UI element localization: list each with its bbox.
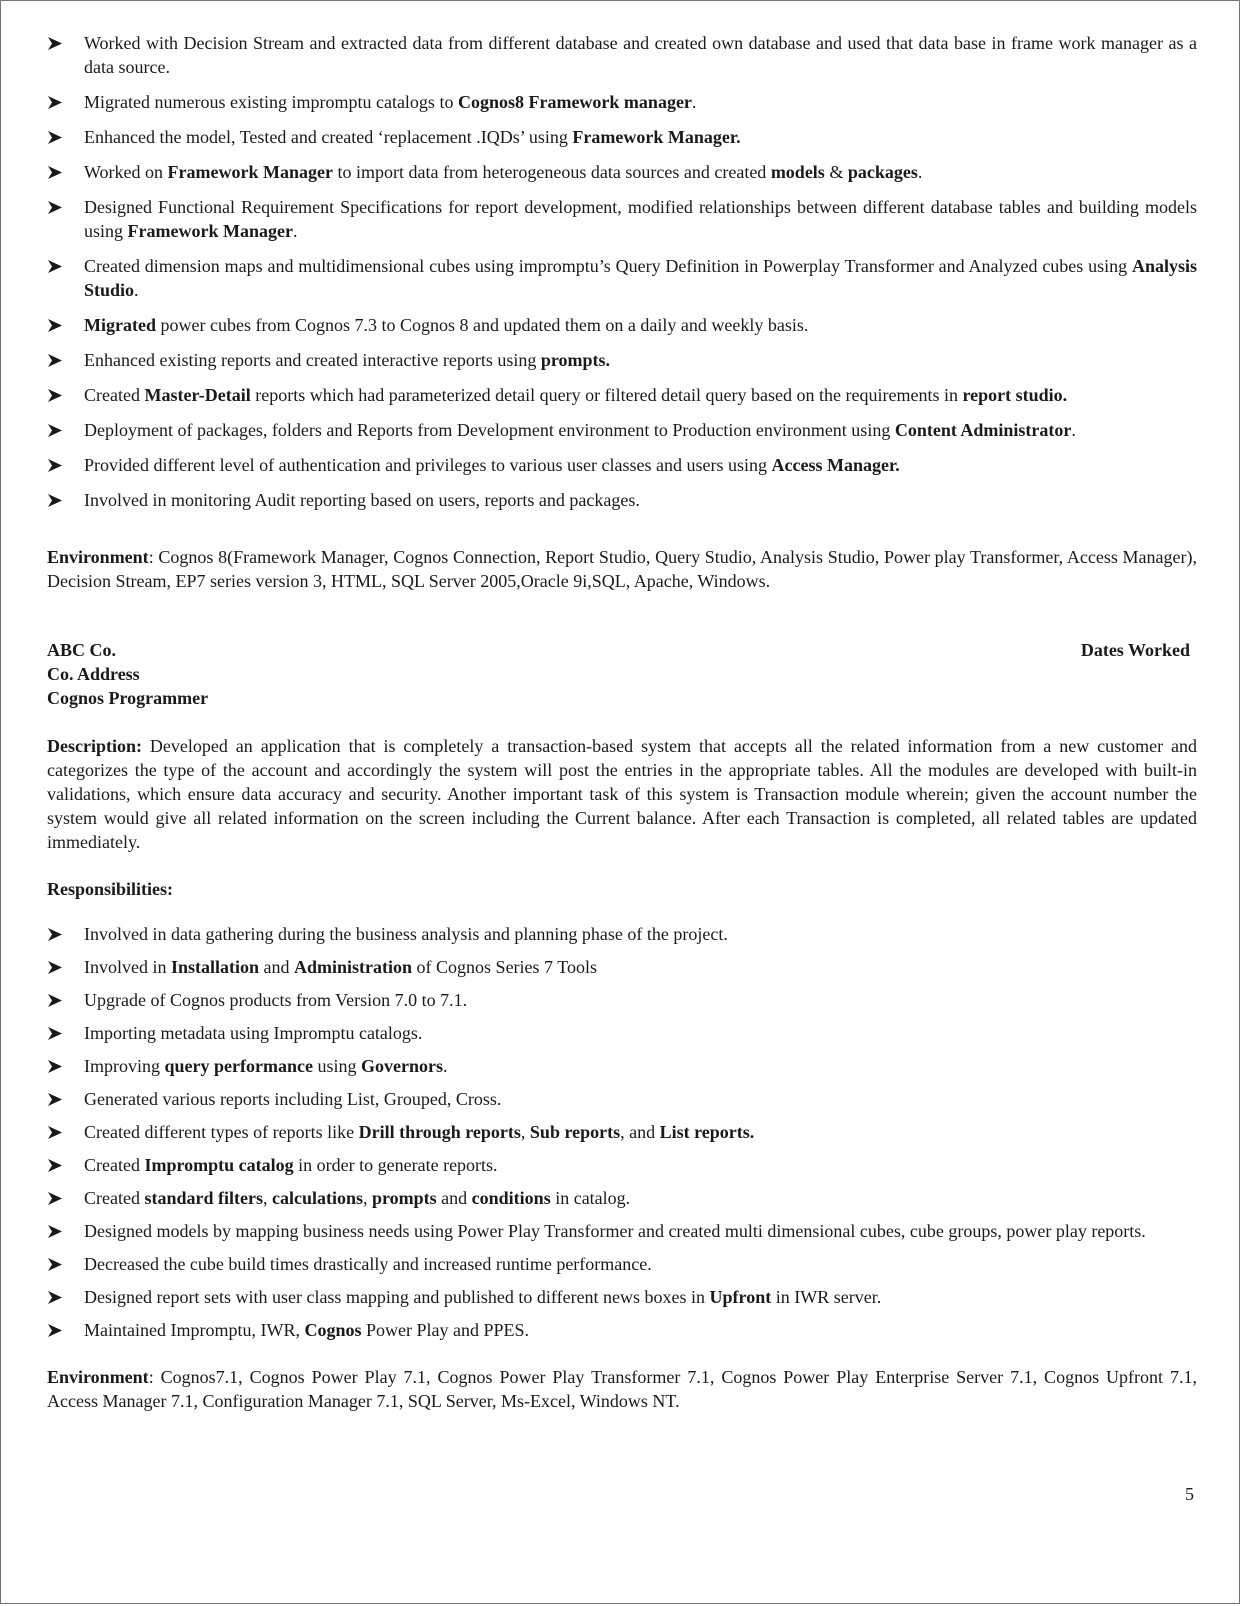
list-item [47,1318,1197,1342]
bold-text: Administration [294,957,413,977]
list-item [47,31,1197,79]
item-text: of Cognos Series 7 Tools [412,957,597,977]
arrowhead-bullet-icon [47,160,64,184]
arrowhead-bullet-icon [47,922,64,946]
item-text: in catalog. [550,1188,631,1208]
arrowhead-bullet-icon [47,488,64,512]
list-item [47,1285,1197,1309]
item-text: . [917,162,923,182]
item-text: . [134,280,139,300]
arrowhead-bullet-icon [47,1219,64,1243]
list-item [47,955,1197,979]
item-text: Worked with Decision Stream and extracted data from different database and created own database and used that data base in frame work manager as a data source. [84,33,1197,77]
arrowhead-bullet-icon [47,31,64,55]
item-text: Maintained Impromptu, IWR, [84,1320,305,1340]
list-item [47,195,1197,243]
bold-text: models [770,162,825,182]
responsibilities-heading: Responsibilities: [47,879,174,899]
bold-text: Impromptu catalog [144,1155,294,1175]
item-text: . [1071,420,1076,440]
arrowhead-bullet-icon [47,348,64,372]
item-text: , [520,1122,530,1142]
list-item [47,383,1197,407]
item-text: Migrated numerous existing impromptu catalogs to [84,92,458,112]
item-text: & [824,162,848,182]
list-item [47,988,1197,1012]
item-text: Designed report sets with user class mapping and published to different news boxes in [84,1287,710,1307]
environment-paragraph [47,545,1197,593]
experience-bullet-list [47,31,1197,512]
item-text: to import data from heterogeneous data sources and created [332,162,771,182]
bold-text: Migrated [84,315,156,335]
bold-text: report studio. [962,385,1068,405]
list-item [47,1186,1197,1210]
item-text: . [691,92,697,112]
company-name: ABC Co. [47,640,117,660]
bold-text: packages [847,162,918,182]
list-item [47,1252,1197,1276]
bold-text: Framework Manager [167,162,333,182]
environment-text-2: : Cognos7.1, Cognos Power Play 7.1, Cognos Power Play Transformer 7.1, Cognos Power Play Enterprise Server 7.1, Cognos Upfront 7.1, Access Manager 7.1, Configuration Manager 7.1, SQL Server, Ms-Excel, Windows NT. [47,1367,1197,1411]
bold-text: calculations [271,1188,363,1208]
bold-text: Master-Detail [144,385,251,405]
list-item [47,1021,1197,1045]
bold-text: List reports. [659,1122,755,1142]
responsibilities-bullet-list [47,922,1197,1342]
list-item [47,313,1197,337]
arrowhead-bullet-icon [47,1054,64,1078]
page-number: 5 [1185,1484,1194,1504]
arrowhead-bullet-icon [47,1087,64,1111]
list-item [47,1153,1197,1177]
bold-text: Framework Manager [127,221,293,241]
item-text: Importing metadata using Impromptu catalogs. [84,1023,423,1043]
item-text: reports which had parameterized detail query or filtered detail query based on the requirements in [250,385,963,405]
environment-label: Environment [47,547,149,567]
arrowhead-bullet-icon [47,90,64,114]
list-item [47,1087,1197,1111]
item-text: in IWR server. [771,1287,882,1307]
item-text: , [262,1188,272,1208]
item-text: Involved in [84,957,171,977]
arrowhead-bullet-icon [47,1285,64,1309]
list-item [47,1054,1197,1078]
description-label: Description: [47,736,142,756]
list-item [47,348,1197,372]
description-paragraph [47,734,1197,854]
list-item [47,125,1197,149]
item-text: , [362,1188,372,1208]
bold-text: conditions [471,1188,551,1208]
bold-text: Cognos8 Framework manager [457,92,692,112]
item-text: and [259,957,295,977]
item-text: Decreased the cube build times drastically and increased runtime performance. [84,1254,652,1274]
page-content [47,31,1197,1413]
list-item [47,488,1197,512]
item-text: Enhanced existing reports and created interactive reports using [84,350,541,370]
arrowhead-bullet-icon [47,955,64,979]
environment-paragraph-2 [47,1365,1197,1413]
item-text: Designed models by mapping business needs using Power Play Transformer and created multi dimensional cubes, cube groups, power play reports. [84,1221,1146,1241]
item-text: Involved in monitoring Audit reporting based on users, reports and packages. [84,490,640,510]
arrowhead-bullet-icon [47,313,64,337]
item-text: power cubes from Cognos 7.3 to Cognos 8 and updated them on a daily and weekly basis. [155,315,809,335]
list-item [47,1120,1197,1144]
item-text: Upgrade of Cognos products from Version 7.0 to 7.1. [84,990,468,1010]
job-title: Cognos Programmer [47,688,209,708]
item-text: and [436,1188,472,1208]
environment-text: : Cognos 8(Framework Manager, Cognos Connection, Report Studio, Query Studio, Analysis Studio, Power play Transformer, Access Manager), Decision Stream, EP7 series version 3, HTML, SQL Server 2005,Oracle 9i,SQL, Apache, Windows. [47,547,1197,591]
item-text: Provided different level of authentication and privileges to various user classes and users using [84,455,772,475]
list-item [47,418,1197,442]
arrowhead-bullet-icon [47,1120,64,1144]
item-text: using [312,1056,361,1076]
bold-text: query performance [164,1056,313,1076]
item-text: . [292,221,298,241]
item-text: . [442,1056,448,1076]
list-item [47,453,1197,477]
bold-text: Governors [360,1056,443,1076]
item-text: Power Play and PPES. [361,1320,529,1340]
bold-text: Installation [171,957,260,977]
item-text: Deployment of packages, folders and Reports from Development environment to Production environment using [84,420,895,440]
item-text: Created [84,1155,145,1175]
bold-text: Cognos [304,1320,362,1340]
company-header [47,638,1197,710]
arrowhead-bullet-icon [47,453,64,477]
company-address: Co. Address [47,664,140,684]
arrowhead-bullet-icon [47,1318,64,1342]
arrowhead-bullet-icon [47,1252,64,1276]
list-item [47,1219,1197,1243]
arrowhead-bullet-icon [47,1186,64,1210]
item-text: Designed Functional Requirement Specifications for report development, modified relationships between different database tables and building models using [84,197,1197,241]
description-text: Developed an application that is completely a transaction-based system that accepts all the related information from a new customer and categorizes the type of the account and accordingly the system will post the entries in the appropriate tables. All the modules are developed with built-in validations, which ensure data accuracy and security. Another important task of this system is Transaction module wherein; given the account number the system would give all related information on the screen including the Current balance. After each Transaction is completed, all related tables are updated immediately. [47,736,1197,852]
bold-text: Sub reports [529,1122,621,1142]
item-text: Enhanced the model, Tested and created ‘replacement .IQDs’ using [84,127,573,147]
list-item [47,922,1197,946]
item-text: Improving [84,1056,165,1076]
arrowhead-bullet-icon [47,254,64,278]
item-text: Involved in data gathering during the business analysis and planning phase of the project. [84,924,728,944]
bold-text: prompts. [540,350,611,370]
bold-text: standard filters [144,1188,263,1208]
list-item [47,160,1197,184]
list-item [47,90,1197,114]
item-text: , and [620,1122,660,1142]
item-text: Created different types of reports like [84,1122,359,1142]
environment-label-2: Environment [47,1367,149,1387]
list-item [47,254,1197,302]
item-text: Created dimension maps and multidimensional cubes using impromptu’s Query Definition in Powerplay Transformer and Analyzed cubes using [84,256,1132,276]
arrowhead-bullet-icon [47,1153,64,1177]
item-text: Created [84,385,145,405]
bold-text: Access Manager. [771,455,900,475]
bold-text: Upfront [709,1287,772,1307]
arrowhead-bullet-icon [47,418,64,442]
item-text: Worked on [84,162,168,182]
arrowhead-bullet-icon [47,383,64,407]
bold-text: Analysis Studio [84,256,1197,300]
item-text: in order to generate reports. [293,1155,498,1175]
bold-text: Framework Manager. [572,127,741,147]
item-text: Generated various reports including List, Grouped, Cross. [84,1089,502,1109]
bold-text: prompts [371,1188,437,1208]
arrowhead-bullet-icon [47,125,64,149]
bold-text: Content Administrator [894,420,1072,440]
bold-text: Drill through reports [358,1122,521,1142]
arrowhead-bullet-icon [47,988,64,1012]
item-text: Created [84,1188,145,1208]
dates-worked: Dates Worked [1080,640,1190,660]
arrowhead-bullet-icon [47,195,64,219]
arrowhead-bullet-icon [47,1021,64,1045]
